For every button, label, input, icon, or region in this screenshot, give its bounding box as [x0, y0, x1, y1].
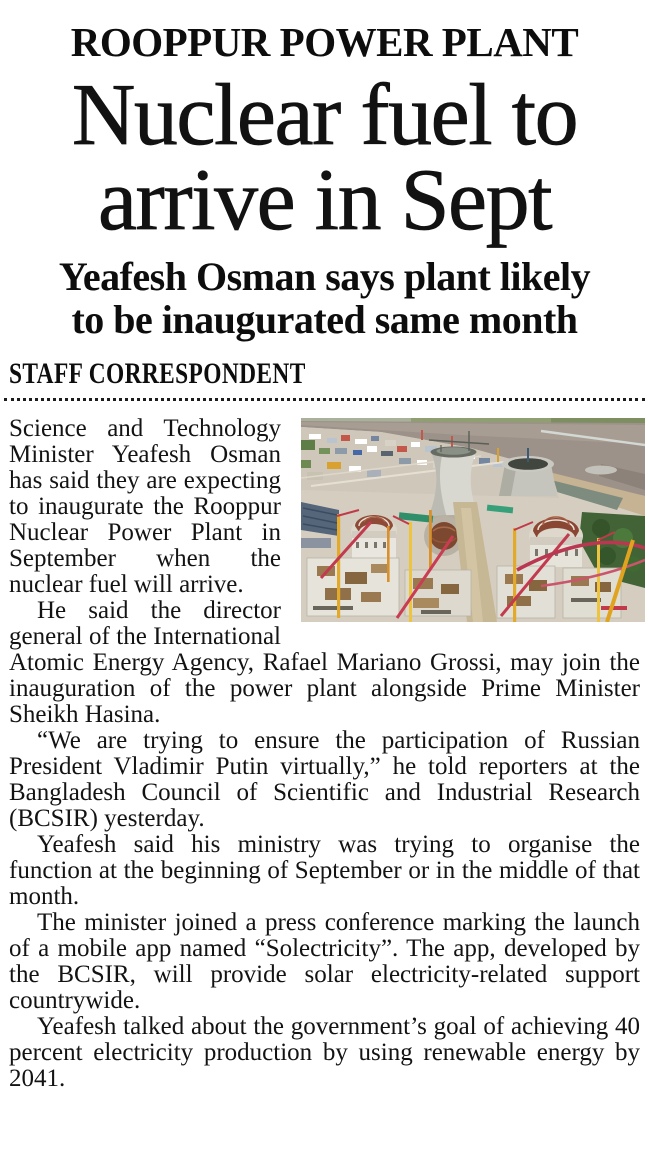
headline [0, 67, 649, 249]
body-paragraph: The minister joined a press conference marking the launch of a mobile app named “Solectricity”. The app, developed by the BCSIR, will provide solar electricity-related support countrywide. [9, 909, 640, 1014]
body-paragraph: Yeafesh talked about the government’s goal of achieving 40 percent electricity production by using renewable energy by 2041. [9, 1013, 640, 1092]
headline-line-2: arrive in Sept [97, 152, 552, 249]
article-photo [301, 418, 645, 622]
article-page [0, 19, 649, 1150]
body-paragraph: “We are trying to ensure the participation of Russian President Vladimir Putin virtually,” he told reporters at the Bangladesh Council of Scientific and Industrial Research (BCSIR) yesterday. [9, 727, 640, 832]
byline-row [9, 359, 640, 389]
plant-photo-illustration [301, 418, 645, 622]
byline: STAFF CORRESPONDENT [9, 357, 306, 390]
dotted-divider [4, 398, 645, 401]
subheadline [0, 255, 649, 341]
body-paragraph: Science and Technology Minister Yeafesh Osman has said they are expecting to inaugurate the Rooppur Nuclear Power Plant in September when the nuclear fuel will arrive. [9, 415, 281, 598]
subheadline-line-1: Yeafesh Osman says plant likely [58, 254, 591, 299]
body-paragraph: Yeafesh said his ministry was trying to organise the function at the beginning of September or in the middle of that month. [9, 831, 640, 910]
body-paragraph: He said the director general of the International Atomic Energy Agency, Rafael Mariano Grossi, may join the inauguration of the power plant alongside Prime Minister Sheikh Hasina. [9, 597, 640, 728]
headline-line-1: Nuclear fuel to [71, 67, 578, 164]
subheadline-line-2: to be inaugurated same month [71, 297, 578, 342]
kicker: ROOPPUR POWER PLANT [70, 19, 579, 65]
article-body [9, 416, 640, 1092]
